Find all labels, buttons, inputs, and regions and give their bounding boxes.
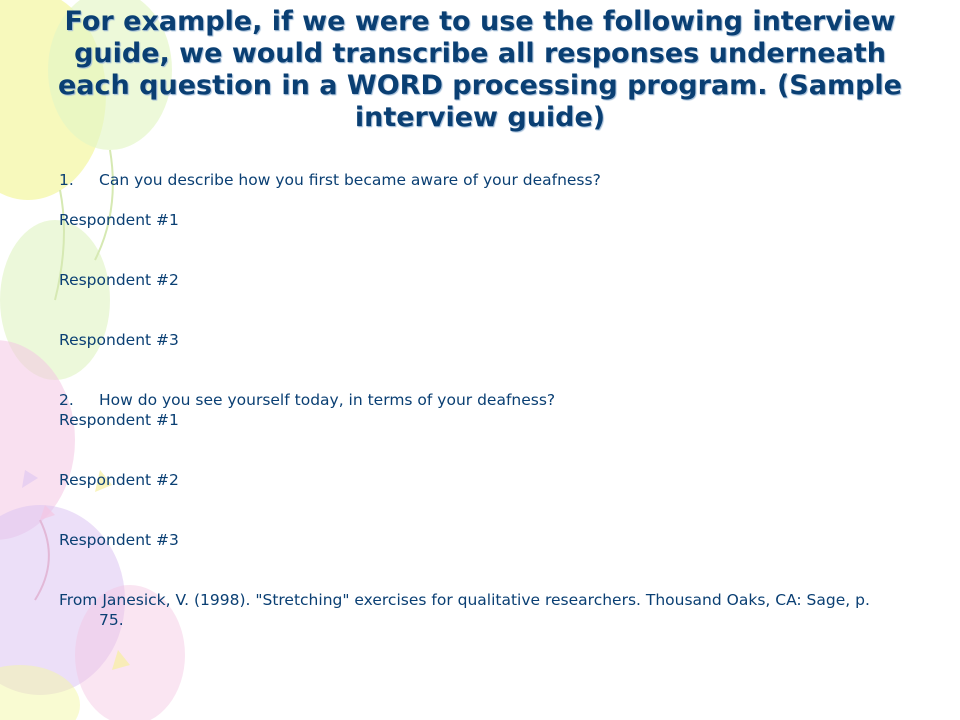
question-number: 1.: [59, 171, 74, 189]
respondent-label: Respondent #3: [59, 531, 179, 549]
respondent-label: Respondent #1: [59, 211, 179, 229]
slide-body: [59, 170, 889, 630]
question-text: Can you describe how you first became aware of your deafness?: [99, 171, 601, 189]
question-text: How do you see yourself today, in terms of your deafness?: [99, 391, 556, 409]
question-2: [59, 390, 889, 410]
respondent-label: Respondent #3: [59, 331, 179, 349]
citation-reference: From Janesick, V. (1998). "Stretching" exercises for qualitative researchers. Thousand Oaks, CA: Sage, p. 75.: [59, 591, 870, 629]
question-1: [59, 170, 889, 190]
respondent-label: Respondent #2: [59, 271, 179, 289]
question-number: 2.: [59, 391, 74, 409]
respondent-label: Respondent #2: [59, 471, 179, 489]
respondent-label: Respondent #1: [59, 411, 179, 429]
slide-title: For example, if we were to use the following interview guide, we would transcribe all responses underneath each question in a WORD processing program. (Sample interview guide): [58, 6, 902, 133]
